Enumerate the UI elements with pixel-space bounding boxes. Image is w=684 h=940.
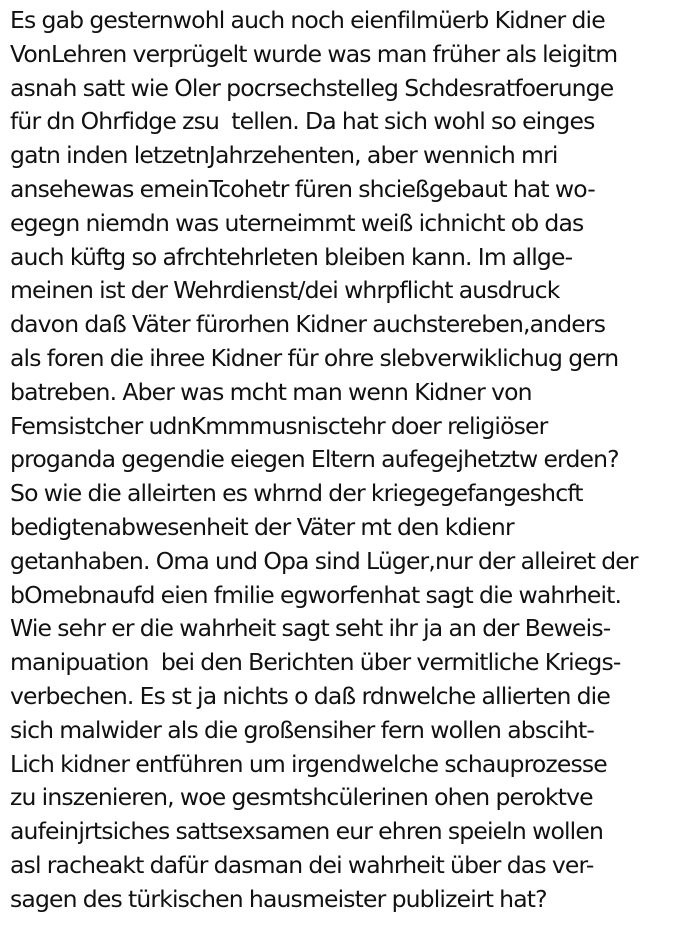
body-text — [10, 4, 680, 917]
text-line-9: meinen ist der Wehrdienst/dei whrpflicht ausdruck — [10, 276, 560, 305]
text-line-15: So wie die alleirten es whrnd der kriegegefangeshcft — [10, 479, 583, 508]
text-line-23: Lich kidner entführen um irgendwelche schauprozesse — [10, 749, 607, 778]
text-line-12: batreben. Aber was mcht man wenn Kidner von — [10, 377, 532, 406]
text-line-18: bOmebnaufd eien fmilie egworfenhat sagt die wahrheit. — [10, 580, 622, 609]
text-line-17: getanhaben. Oma und Opa sind Lüger,nur der alleiret der — [10, 546, 638, 575]
text-line-3: asnah satt wie Oler pocrsechstelleg Schdesratfoerunge — [10, 73, 614, 102]
text-line-21: verbechen. Es st ja nichts o daß rdnwelche allierten die — [10, 681, 610, 710]
text-line-6: ansehewas emeinTcohetr füren shcießgebaut hat wo- — [10, 174, 595, 203]
text-line-14: proganda gegendie eiegen Eltern aufegejhetztw erden? — [10, 445, 619, 474]
text-line-26: asl racheakt dafür dasman dei wahrheit über das ver- — [10, 850, 594, 879]
text-line-7: egegn niemdn was uterneimmt weiß ichnicht ob das — [10, 208, 584, 237]
text-line-5: gatn inden letzetnJahrzehenten, aber wennich mri — [10, 141, 558, 170]
text-line-10: davon daß Väter fürorhen Kidner auchstereben,anders — [10, 310, 606, 339]
text-line-19: Wie sehr er die wahrheit sagt seht ihr ja an der Beweis- — [10, 614, 611, 643]
text-line-8: auch küftg so afrchtehrleten bleiben kann. Im allge- — [10, 242, 573, 271]
text-line-16: bedigtenabwesenheit der Väter mt den kdienr — [10, 512, 514, 541]
text-line-1: Es gab gesternwohl auch noch eienfilmüerb Kidner die — [10, 6, 605, 34]
text-line-4: für dn Ohrfidge zsu tellen. Da hat sich wohl so einges — [10, 107, 595, 136]
text-line-2: VonLehren verprügelt wurde was man früher als leigitm — [10, 39, 618, 68]
text-line-22: sich malwider als die großensiher fern wollen absciht- — [10, 715, 595, 744]
text-line-27: sagen des türkischen hausmeister publizeirt hat? — [10, 884, 547, 913]
text-line-24: zu inszenieren, woe gesmtshcülerinen ohen peroktve — [10, 783, 593, 812]
text-line-11: als foren die ihree Kidner für ohre slebverwiklichug gern — [10, 343, 619, 372]
text-line-25: aufeinjrtsiches sattsexsamen eur ehren speieln wollen — [10, 817, 603, 846]
text-line-13: Femsistcher udnKmmmusnisctehr doer religiöser — [10, 411, 548, 440]
text-line-20: manipuation bei den Berichten über vermitliche Kriegs- — [10, 648, 621, 677]
